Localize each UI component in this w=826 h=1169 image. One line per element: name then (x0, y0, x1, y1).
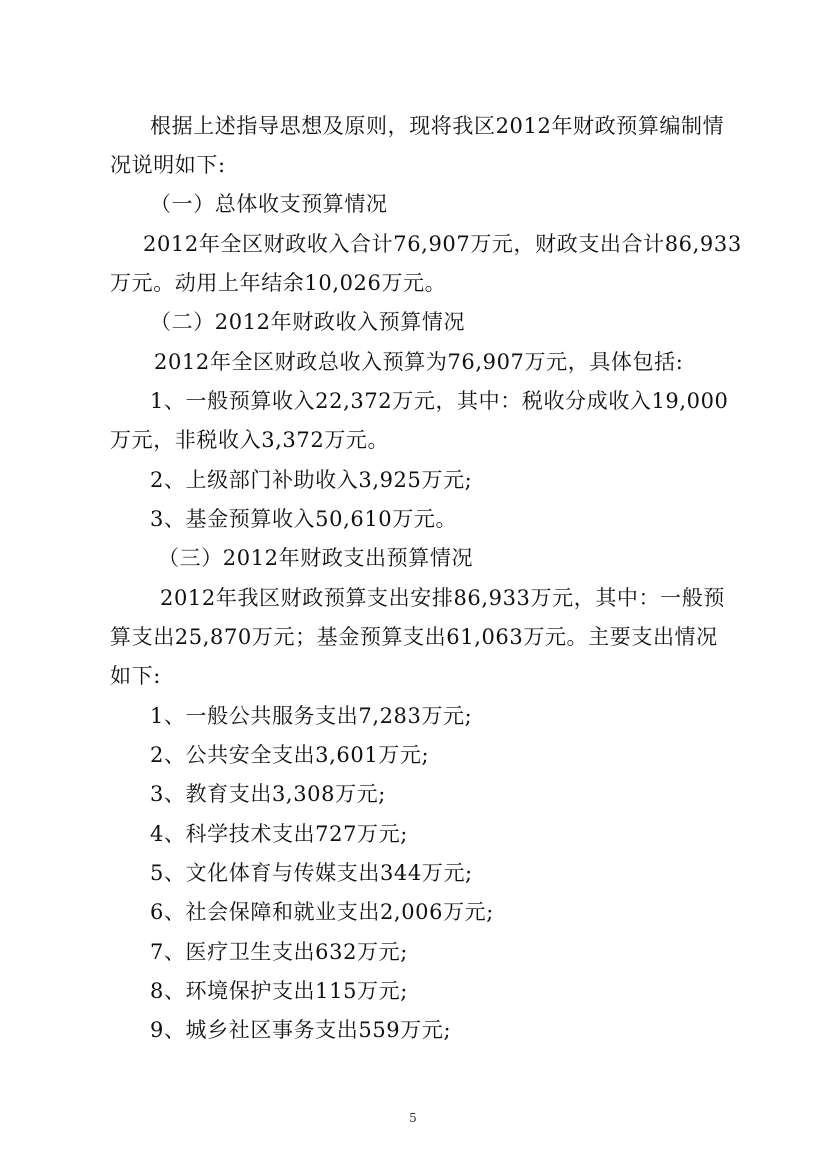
section-2-item-1-line-1: 1、一般预算收入22,372万元，其中：税收分成收入19,000 (150, 389, 729, 413)
expenditure-item-9: 9、城乡社区事务支出559万元; (150, 1018, 452, 1042)
expenditure-item-4: 4、科学技术支出727万元; (150, 822, 408, 846)
section-heading-3: （三）2012年财政支出预算情况 (158, 546, 474, 570)
section-2-item-2: 2、上级部门补助收入3,925万元; (150, 468, 473, 492)
section-2-item-1-line-2: 万元，非税收入3,372万元。 (110, 428, 390, 452)
section-2-item-3: 3、基金预算收入50,610万元。 (150, 507, 458, 531)
section-1-text-line-1: 2012年全区财政收入合计76,907万元，财政支出合计86,933 (143, 232, 742, 256)
section-heading-2: （二）2012年财政收入预算情况 (150, 310, 466, 334)
section-3-text-line-3: 如下: (110, 664, 161, 688)
section-3-text-line-1: 2012年我区财政预算支出安排86,933万元，其中：一般预 (160, 586, 725, 610)
expenditure-item-7: 7、医疗卫生支出632万元; (150, 940, 408, 964)
paragraph-intro-line-1: 根据上述指导思想及原则，现将我区2012年财政预算编制情 (150, 114, 725, 138)
paragraph-intro-line-2: 况说明如下: (110, 153, 226, 177)
section-2-intro: 2012年全区财政总收入预算为76,907万元，具体包括: (154, 350, 684, 374)
section-heading-1: （一）总体收支预算情况 (150, 192, 388, 216)
expenditure-item-5: 5、文化体育与传媒支出344万元; (150, 861, 473, 885)
expenditure-item-3: 3、教育支出3,308万元; (150, 782, 386, 806)
expenditure-item-6: 6、社会保障和就业支出2,006万元; (150, 900, 494, 924)
page-number: 5 (409, 1111, 417, 1125)
expenditure-item-1: 1、一般公共服务支出7,283万元; (150, 704, 473, 728)
expenditure-item-2: 2、公共安全支出3,601万元; (150, 743, 430, 767)
section-1-text-line-2: 万元。动用上年结余10,026万元。 (110, 271, 447, 295)
section-3-text-line-2: 算支出25,870万元；基金预算支出61,063万元。主要支出情况 (110, 625, 718, 649)
expenditure-item-8: 8、环境保护支出115万元; (150, 979, 408, 1003)
